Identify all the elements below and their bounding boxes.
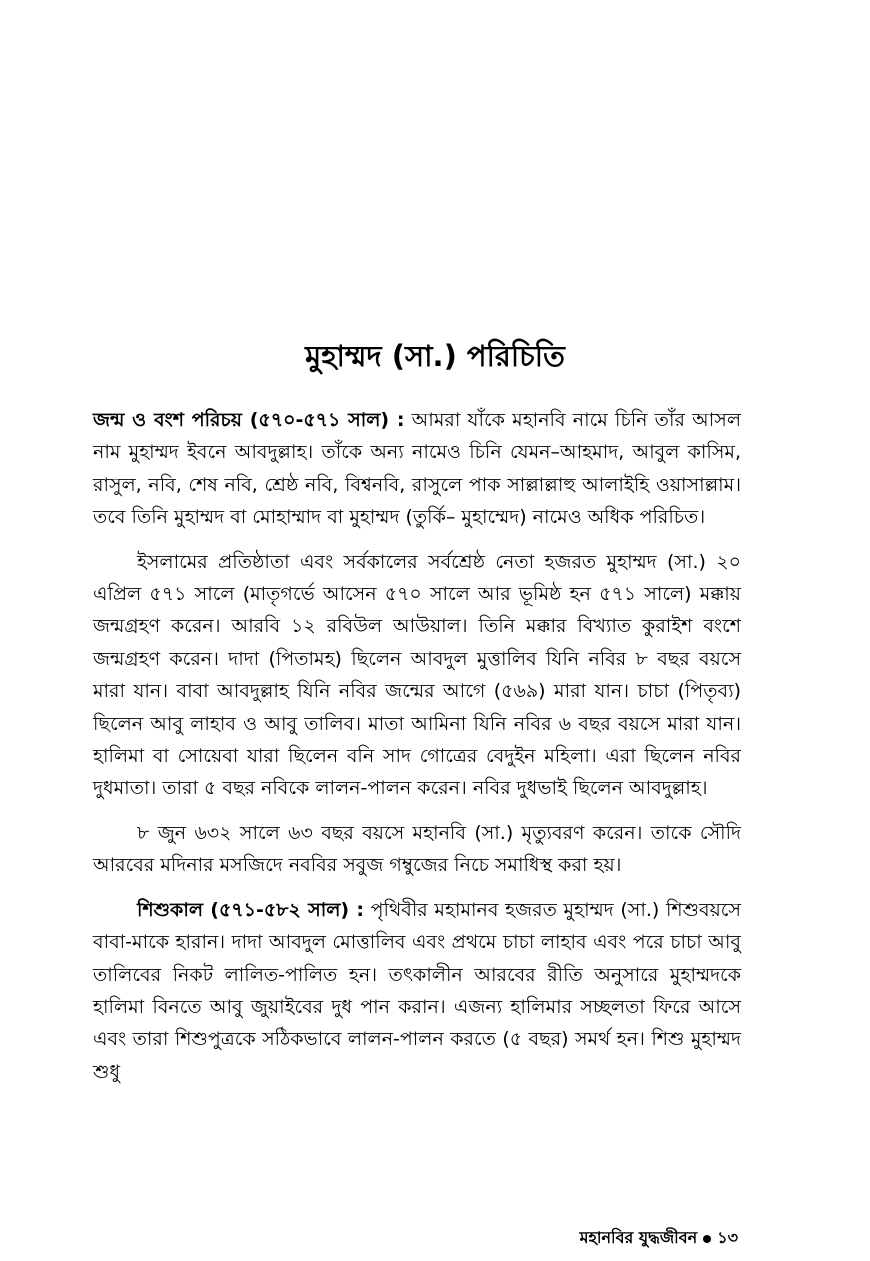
paragraph-lead: শিশুকাল (৫৭১-৫৮২ সাল) : xyxy=(137,898,364,921)
page-footer xyxy=(580,1226,738,1250)
footer-book-title: মহানবির যুদ্ধজীবন xyxy=(579,1228,698,1247)
paragraph-birth xyxy=(93,404,741,534)
paragraph-text: পৃথিবীর মহামানব হজরত মুহাম্মদ (সা.) শিশুবয়সে বাবা-মাকে হারান। দাদা আবদুল মোত্তালিব এবং প্রথমে চাচা লাহাব এবং পরে চাচা আবু তালিবের নিকট লালিত-পালিত হন। তৎকালীন আরবের রীতি অনুসারে মুহাম্মদকে হালিমা বিনতে আবু জুয়াইবের দুধ পান করান। এজন্য হালিমার সচ্ছলতা ফিরে আসে এবং তারা শিশুপুত্রকে সঠিকভাবে লালন-পালন করতে (৫ বছর) সমর্থ হন। শিশু মুহাম্মদ শুধু xyxy=(93,898,741,1083)
paragraph-lineage xyxy=(93,546,741,805)
paragraph-text: আমরা যাঁকে মহানবি নামে চিনি তাঁর আসল নাম মুহাম্মদ ইবনে আবদুল্লাহ। তাঁকে অন্য নামেও চিনি যেমন–আহমাদ, আবুল কাসিম, রাসুল, নবি, শেষ নবি, শ্রেষ্ঠ নবি, বিশ্বনবি, রাসুলে পাক সাল্লাল্লাহু আলাইহি ওয়াসাল্লাম। তবে তিনি মুহাম্মদ বা মোহাম্মাদ বা মুহাম্মদ (তুর্কি– মুহাম্মেদ) নামেও অধিক পরিচিত। xyxy=(93,409,741,529)
page-title: মুহাম্মদ (সা.) পরিচিতি xyxy=(305,339,565,373)
paragraph-childhood xyxy=(93,894,741,1088)
body-text xyxy=(93,404,741,1100)
paragraph-text: ৮ জুন ৬৩২ সালে ৬৩ বছর বয়সে মহানবি (সা.) মৃত্যুবরণ করেন। তাকে সৌদি আরবের মদিনার মসজিদে নববির সবুজ গম্বুজের নিচে সমাধিস্থ করা হয়। xyxy=(93,821,741,877)
page-number: ১৩ xyxy=(717,1228,738,1247)
paragraph-text: ইসলামের প্রতিষ্ঠাতা এবং সর্বকালের সর্বশ্রেষ্ঠ নেতা হজরত মুহাম্মদ (সা.) ২০ এপ্রিল ৫৭১ সালে (মাতৃগর্ভে আসেন ৫৭০ সালে আর ভূমিষ্ঠ হন ৫৭১ সালে) মক্কায় জন্মগ্রহণ করেন। আরবি ১২ রবিউল আউয়াল। তিনি মক্কার বিখ্যাত কুরাইশ বংশে জন্মগ্রহণ করেন। দাদা (পিতামহ) ছিলেন আবদুল মুত্তালিব যিনি নবির ৮ বছর বয়সে মারা যান। বাবা আবদুল্লাহ যিনি নবির জন্মের আগে (৫৬৯) মারা যান। চাচা (পিতৃব্য) ছিলেন আবু লাহাব ও আবু তালিব। মাতা আমিনা যিনি নবির ৬ বছর বয়সে মারা যান। হালিমা বা সোয়েবা যারা ছিলেন বনি সাদ গোত্রের বেদুইন মহিলা। এরা ছিলেন নবির দুধমাতা। তারা ৫ বছর নবিকে লালন-পালন করেন। নবির দুধভাই ছিলেন আবদুল্লাহ। xyxy=(93,550,741,800)
paragraph-death xyxy=(93,817,741,882)
bullet-icon xyxy=(703,1235,711,1243)
paragraph-lead: জন্ম ও বংশ পরিচয় (৫৭০-৫৭১ সাল) : xyxy=(93,409,405,431)
